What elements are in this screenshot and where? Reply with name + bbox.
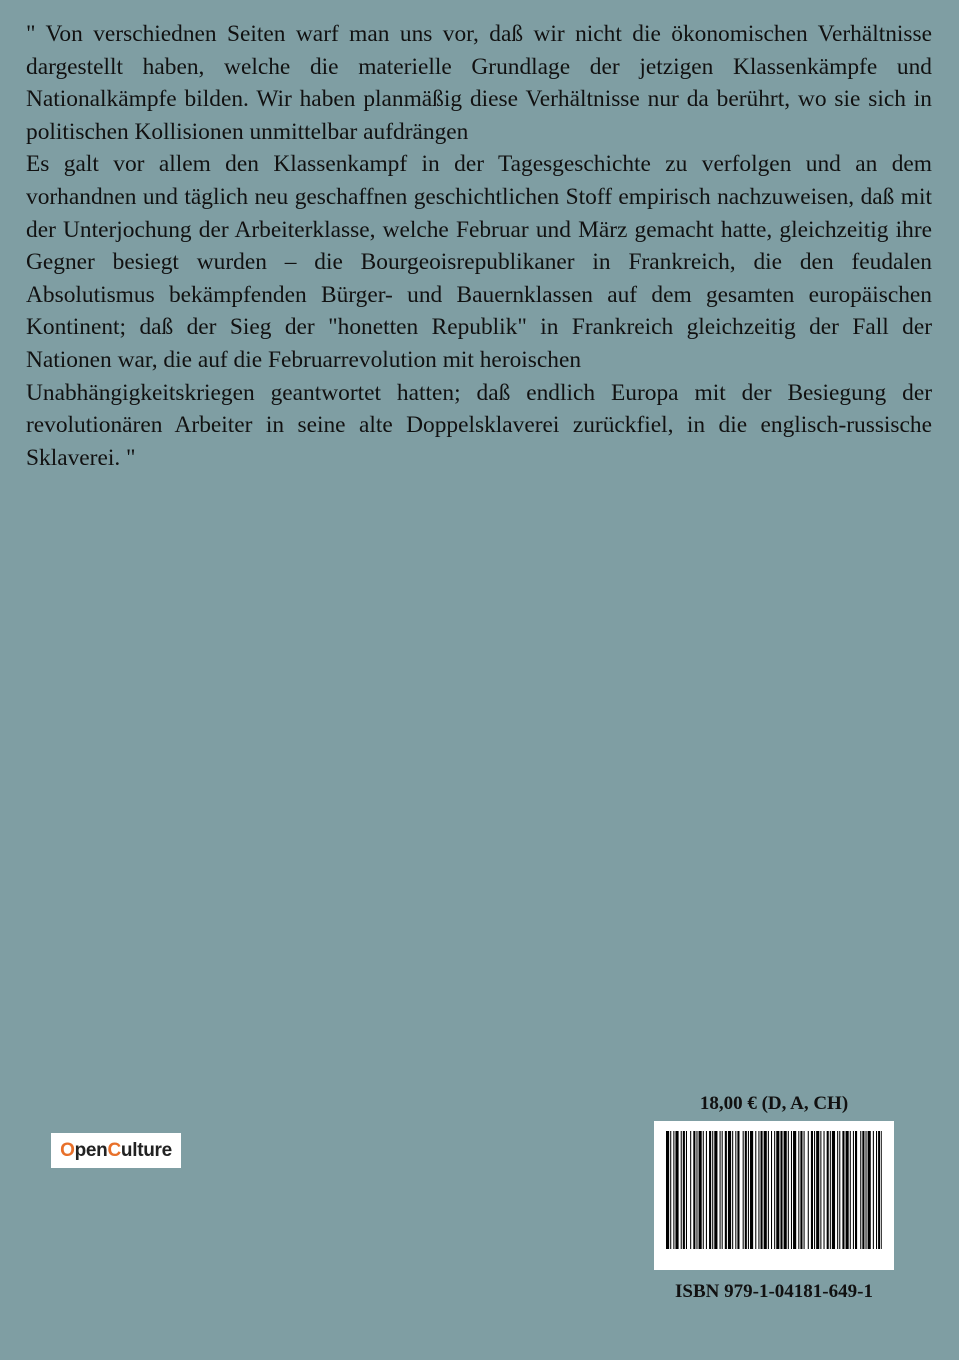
barcode-bar	[764, 1131, 767, 1249]
barcode	[654, 1121, 894, 1270]
barcode-bar	[725, 1131, 727, 1249]
barcode-bar	[814, 1131, 815, 1249]
barcode-bar	[743, 1131, 744, 1249]
barcode-bar	[699, 1131, 702, 1249]
barcode-bar	[827, 1131, 829, 1249]
barcode-bar	[808, 1131, 809, 1249]
barcode-bar	[780, 1131, 782, 1249]
barcode-bar	[866, 1131, 867, 1249]
barcode-bar	[706, 1131, 707, 1249]
barcode-bar	[712, 1131, 713, 1249]
barcode-bar	[873, 1131, 874, 1249]
barcode-bar	[693, 1131, 695, 1249]
barcode-bar	[788, 1131, 789, 1249]
barcode-bar	[690, 1131, 691, 1249]
barcode-bar	[735, 1131, 736, 1249]
barcode-bar	[720, 1131, 721, 1249]
barcode-bar	[820, 1131, 821, 1249]
barcode-bar	[722, 1131, 723, 1249]
barcode-bar	[842, 1131, 844, 1249]
barcode-bar	[732, 1131, 733, 1249]
blurb-paragraph-1: " Von verschiednen Seiten warf man uns vor, daß wir nicht die ökonomischen Verhältnisse dargestellt haben, welche die materielle Grundlage der jetzigen Klassenkämpfe und Nationalkämpfe bilden. Wir haben planmäßig diese Verhältnisse nur da berührt, wo sie sich in politischen Kollisionen unmittelbar aufdrängen	[26, 21, 932, 145]
barcode-bar	[768, 1131, 769, 1249]
barcode-bar	[750, 1131, 753, 1249]
barcode-bar	[758, 1131, 759, 1249]
barcode-bar	[793, 1131, 796, 1249]
barcode-bar	[771, 1131, 772, 1249]
barcode-bar	[832, 1131, 835, 1249]
barcode-bar	[784, 1131, 787, 1249]
barcode-bar	[855, 1131, 857, 1249]
barcode-bar	[811, 1131, 813, 1249]
barcode-bar	[774, 1131, 775, 1249]
openculture-logo: O pen C ulture	[51, 1133, 181, 1168]
back-cover-blurb	[26, 18, 932, 474]
barcode-bar	[683, 1131, 685, 1249]
barcode-bar	[839, 1131, 840, 1249]
blurb-paragraph-3: Unabhängigkeitskriegen geantwortet hatten; daß endlich Europa mit der Besiegung der revolutionären Arbeiter in seine alte Doppelsklaverei zurückfiel, in die englisch-russische Sklaverei. "	[26, 379, 932, 471]
barcode-bar	[748, 1131, 749, 1249]
barcode-bar	[791, 1131, 792, 1249]
barcode-bar	[737, 1131, 739, 1249]
barcode-bar	[800, 1131, 802, 1249]
barcode-bar	[850, 1131, 851, 1249]
barcode-bar	[670, 1131, 671, 1249]
barcode-bar	[830, 1131, 831, 1249]
barcode-bar	[714, 1131, 717, 1249]
barcode-bar	[686, 1131, 687, 1249]
barcode-bar	[824, 1131, 825, 1249]
barcode-bar	[703, 1131, 704, 1249]
barcode-bar	[837, 1131, 838, 1249]
barcode-bar	[868, 1131, 871, 1249]
barcode-bar	[745, 1131, 747, 1249]
barcode-bar	[755, 1131, 756, 1249]
barcode-bar	[816, 1131, 819, 1249]
barcode-bar	[853, 1131, 854, 1249]
barcode-bar	[709, 1131, 711, 1249]
barcode-bar	[798, 1131, 799, 1249]
barcode-bar	[728, 1131, 731, 1249]
barcode-bar	[681, 1131, 682, 1249]
barcode-bar	[876, 1131, 877, 1249]
barcode-bar	[881, 1131, 882, 1249]
barcode-bar	[761, 1131, 763, 1249]
barcode-bar	[878, 1131, 880, 1249]
barcode-bar	[666, 1131, 669, 1249]
barcode-bar	[860, 1131, 861, 1249]
barcode-bar	[846, 1131, 849, 1249]
barcode-bar	[804, 1131, 805, 1249]
barcode-icon	[666, 1131, 882, 1249]
barcode-bar	[675, 1131, 678, 1249]
blurb-paragraph-2: Es galt vor allem den Klassenkampf in der Tagesgeschichte zu verfolgen und an dem vorhandnen und täglich neu geschaffnen geschichtlichen Stoff empirisch nachzuweisen, daß mit der Unterjochung der Arbeiterklasse, welche Februar und März gemacht hatte, gleichzeitig ihre Gegner besiegt wurden – die Bourgeoisrepublikaner in Frankreich, die den feudalen Absolutismus bekämpfenden Bürger- und Bauernklassen auf dem gesamten europäischen Kontinent; daß der Sieg der "honetten Republik" in Frankreich gleichzeitig der Fall der Nationen war, die auf die Februarrevolution mit heroischen	[26, 151, 932, 373]
barcode-bar	[696, 1131, 697, 1249]
barcode-bar	[862, 1131, 864, 1249]
barcode-bar	[776, 1131, 779, 1249]
barcode-bar	[673, 1131, 674, 1249]
price-label: 18,00 € (D, A, CH)	[699, 1093, 849, 1114]
isbn-label: ISBN 979-1-04181-649-1	[675, 1281, 873, 1302]
